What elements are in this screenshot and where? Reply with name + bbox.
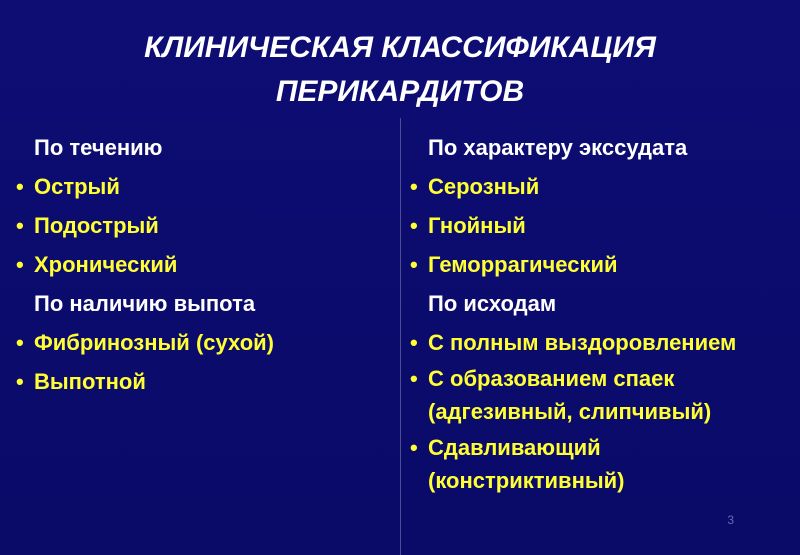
list-item: • С образованием спаек (адгезивный, слипчивый) xyxy=(410,359,795,428)
bullet-icon: • xyxy=(410,366,418,391)
heading-outcome: По исходам xyxy=(428,291,557,316)
title-line-1: КЛИНИЧЕСКАЯ КЛАССИФИКАЦИЯ xyxy=(144,31,656,64)
list-item: • Выпотной xyxy=(16,362,396,401)
list-item: • Сдавливающий (констриктивный) xyxy=(410,428,795,497)
column-divider xyxy=(400,118,401,555)
list-item: • Серозный xyxy=(410,167,795,206)
list-item: • Геморрагический xyxy=(410,245,795,284)
slide-title xyxy=(0,26,800,114)
list-item: • Фибринозный (сухой) xyxy=(16,323,396,362)
heading-exudate: По характеру экссудата xyxy=(428,135,688,160)
list-item: • Подострый xyxy=(16,206,396,245)
left-column xyxy=(16,128,396,401)
title-line-2: ПЕРИКАРДИТОВ xyxy=(275,75,525,108)
list-item: • Гнойный xyxy=(410,206,795,245)
bullet-icon: • xyxy=(410,435,418,460)
right-column xyxy=(410,128,795,497)
heading-effusion: По наличию выпота xyxy=(34,291,256,316)
page-number: 3 xyxy=(727,513,734,527)
bullet-icon: • xyxy=(16,330,24,355)
bullet-icon: • xyxy=(410,174,418,199)
list-item: • С полным выздоровлением xyxy=(410,323,795,359)
bullet-icon: • xyxy=(410,213,418,238)
bullet-icon: • xyxy=(410,252,418,277)
bullet-icon: • xyxy=(16,213,24,238)
heading-course: По течению xyxy=(34,135,163,160)
list-item: • Хронический xyxy=(16,245,396,284)
bullet-icon: • xyxy=(410,330,418,355)
bullet-icon: • xyxy=(16,174,24,199)
list-item: • Острый xyxy=(16,167,396,206)
bullet-icon: • xyxy=(16,252,24,277)
bullet-icon: • xyxy=(16,369,24,394)
